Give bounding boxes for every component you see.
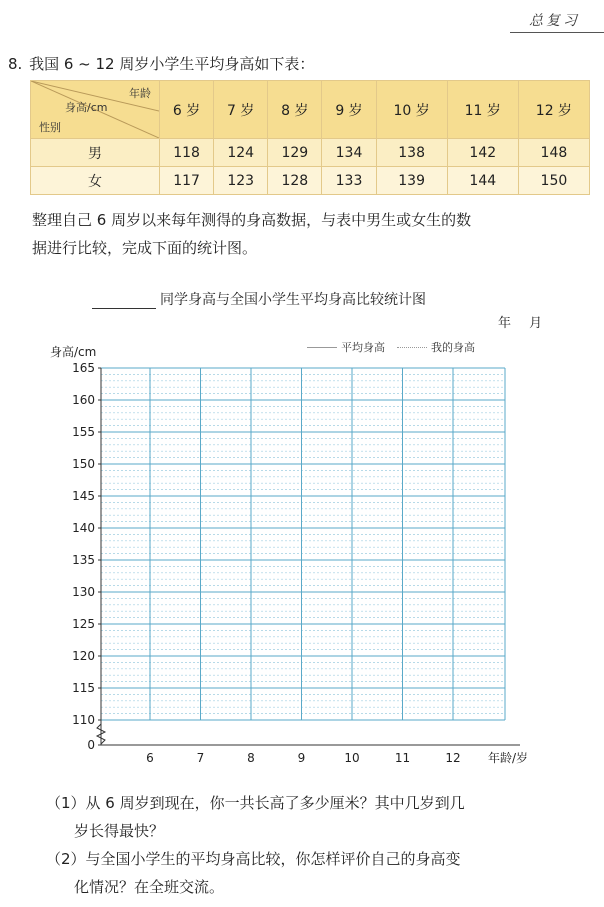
question-1-continuation: 岁长得最快？ xyxy=(74,822,165,840)
legend-mine-label: 我的身高 xyxy=(431,341,475,354)
problem-number: 8. xyxy=(8,55,23,73)
question-2-line-1: （2）与全国小学生的平均身高比较，你怎样评价自己的身高变 xyxy=(46,850,461,868)
row-label: 女 xyxy=(31,167,160,195)
table-cell: 123 xyxy=(214,167,268,195)
chart-date: 年 月 xyxy=(498,316,543,331)
table-cell: 124 xyxy=(214,139,268,167)
table-cell: 150 xyxy=(518,167,589,195)
y-tick-label: 150 xyxy=(72,457,95,471)
legend-dotted-line xyxy=(397,347,427,348)
legend-avg-label: 平均身高 xyxy=(341,341,385,354)
chart-title-row xyxy=(92,289,426,309)
y-tick-label: 120 xyxy=(72,649,95,663)
chart-ylabel: 身高/cm xyxy=(50,345,97,359)
table-cell: 144 xyxy=(447,167,518,195)
question-2-continuation: 化情况？在全班交流。 xyxy=(74,878,225,896)
chart-legend xyxy=(307,339,475,355)
age-header: 7 岁 xyxy=(214,81,268,139)
legend-solid-line xyxy=(307,347,337,348)
age-header: 6 岁 xyxy=(160,81,214,139)
y-tick-label: 110 xyxy=(72,713,95,727)
table-cell: 142 xyxy=(447,139,518,167)
header-divider xyxy=(510,32,604,33)
x-axis-label: 年龄/岁 xyxy=(488,751,529,765)
table-cell: 133 xyxy=(322,167,376,195)
question-1-line-1: （1）从 6 周岁到现在，你一共长高了多少厘米？其中几岁到几 xyxy=(46,794,465,812)
name-blank[interactable] xyxy=(92,294,156,309)
table-cell: 139 xyxy=(376,167,447,195)
instruction-line-2: 据进行比较，完成下面的统计图。 xyxy=(32,239,258,257)
x-tick-label: 9 xyxy=(297,751,306,765)
age-header: 8 岁 xyxy=(268,81,322,139)
y-tick-label: 115 xyxy=(72,681,95,695)
problem-statement xyxy=(8,53,316,74)
corner-height-label: 身高/cm xyxy=(65,101,108,114)
problem-intro: 我国 6 ~ 12 周岁小学生平均身高如下表： xyxy=(29,55,315,73)
table-corner-cell xyxy=(31,81,160,139)
y-tick-label: 160 xyxy=(72,393,95,407)
height-chart xyxy=(0,355,604,775)
table-row-boys xyxy=(31,139,590,167)
x-tick-label: 12 xyxy=(445,751,461,765)
y-tick-label: 130 xyxy=(72,585,95,599)
table-header-row xyxy=(31,81,590,139)
table-cell: 117 xyxy=(160,167,214,195)
chart-title: 同学身高与全国小学生平均身高比较统计图 xyxy=(160,292,426,308)
table-cell: 128 xyxy=(268,167,322,195)
y-tick-label: 135 xyxy=(72,553,95,567)
table-cell: 138 xyxy=(376,139,447,167)
question-1-line-2 xyxy=(46,817,164,845)
instruction-line-1: 整理自己 6 周岁以来每年测得的身高数据，与表中男生或女生的数 xyxy=(32,211,472,229)
age-header: 11 岁 xyxy=(447,81,518,139)
y-tick-label: 125 xyxy=(72,617,95,631)
table-cell: 134 xyxy=(322,139,376,167)
y-tick-label: 155 xyxy=(72,425,95,439)
corner-age-label: 年龄 xyxy=(129,87,151,100)
table-cell: 129 xyxy=(268,139,322,167)
y-tick-label: 145 xyxy=(72,489,95,503)
table-cell: 118 xyxy=(160,139,214,167)
table-cell: 148 xyxy=(518,139,589,167)
x-tick-label: 11 xyxy=(394,751,411,765)
y-tick-label: 140 xyxy=(72,521,95,535)
age-header: 10 岁 xyxy=(376,81,447,139)
table-row-girls xyxy=(31,167,590,195)
y-tick-label: 165 xyxy=(72,361,95,375)
section-header: 总复习 xyxy=(529,13,580,29)
row-label: 男 xyxy=(31,139,160,167)
x-tick-label: 8 xyxy=(247,751,255,765)
x-tick-label: 6 xyxy=(146,751,154,765)
x-tick-label: 7 xyxy=(196,751,205,765)
x-tick-label: 10 xyxy=(344,751,360,765)
age-header: 9 岁 xyxy=(322,81,376,139)
height-table xyxy=(30,80,590,195)
question-2-line-2 xyxy=(46,873,224,901)
age-header: 12 岁 xyxy=(518,81,589,139)
y-tick-label: 0 xyxy=(87,738,95,752)
corner-gender-label: 性别 xyxy=(39,121,61,134)
